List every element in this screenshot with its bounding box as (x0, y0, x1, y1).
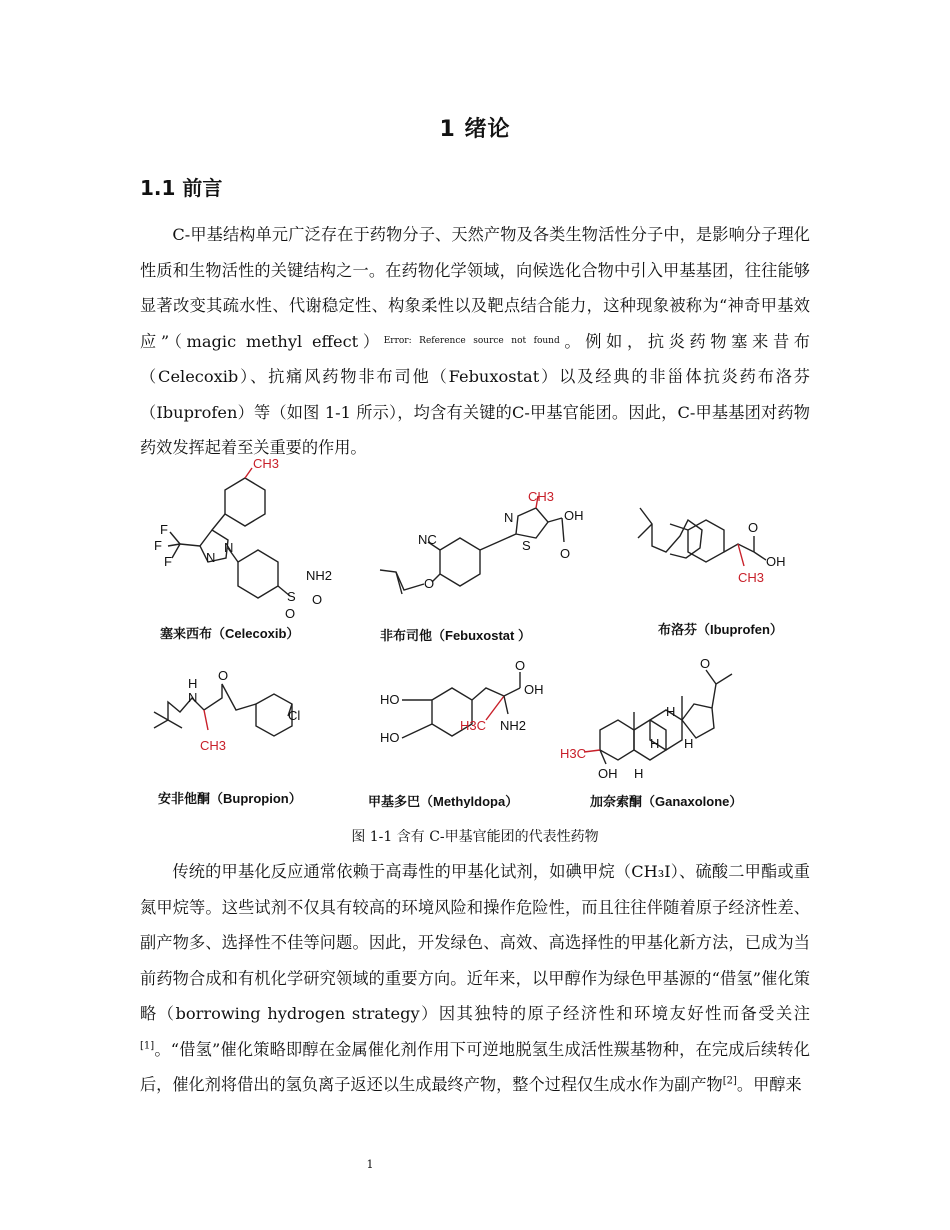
page-number: 1 (366, 1158, 374, 1171)
chlorine-atom: Cl (288, 708, 301, 723)
methyl-group: CH3 (528, 489, 555, 504)
hydrogen-atom: H (650, 736, 660, 751)
celecoxib-structure (154, 458, 332, 641)
oxygen-atom: O (748, 520, 759, 535)
fluorine-atom: F (160, 522, 168, 537)
amine-group: NH2 (306, 568, 333, 583)
nitrogen-atom: N (504, 510, 514, 525)
hydroxyl-group: OH (524, 682, 544, 697)
steroid-ring-d (682, 704, 714, 738)
amine-nitrogen: N (188, 690, 198, 705)
structures-svg (140, 458, 820, 808)
methylation-paragraph (140, 854, 810, 1103)
methyl-group: CH3 (253, 458, 280, 471)
paragraph-text: C-甲基结构单元广泛存在于药物分子、天然产物及各类生物活性分子中，是影响分子理化性质和生物活性的关键结构之一。在药物化学领域，向候选化合物中引入甲基基团，往往能够显著改变其疏水性、代谢稳定性、构象柔性以及靶点结合能力，这种现象被称为“神奇甲基效应”（magic methyl effect） (140, 225, 810, 351)
fluorine-atom: F (154, 538, 162, 553)
oxygen-atom: O (312, 592, 323, 607)
oxygen-atom: O (560, 546, 571, 561)
drug-label-methyldopa: 甲基多巴（Methyldopa） (368, 794, 519, 808)
ibuprofen-phenyl-ring (688, 520, 724, 562)
nitrogen-atom: N (224, 540, 234, 555)
paragraph-text: 。“借氢”催化策略即醇在金属催化剂作用下可逆地脱氢生成活性羰基物种，在完成后续转化后，催化剂将借出的氢负离子返还以生成最终产物，整个过程仅生成水作为副产物 (140, 1039, 810, 1094)
hydrogen-atom: H (666, 704, 676, 719)
hydroxyl-group: OH (598, 766, 618, 781)
methyl-group: H3C (460, 718, 487, 733)
celecoxib-tolyl-ring (225, 478, 265, 526)
drug-label-febuxostat: 非布司他（Febuxostat ） (380, 628, 531, 643)
benzonitrile-ring (440, 538, 480, 586)
methyldopa-structure (368, 658, 544, 808)
paragraph-text: 。例如，抗炎药物塞来昔布（Celecoxib）、抗痛风药物非布司他（Febuxostat）以及经典的非甾体抗炎药布洛芬（Ibuprofen）等（如图 1-1 所示），均含有关键的C-甲基官能团。因此，C-甲基基团对药物药效发挥起着至关重要的作用。 (140, 331, 810, 457)
sulfur-atom: S (287, 589, 296, 604)
sulfonamide-phenyl-ring (238, 550, 278, 598)
sulfur-atom: S (522, 538, 531, 553)
hydrogen-atom: H (188, 676, 198, 691)
thiazole-ring (516, 508, 548, 538)
amine-group: NH2 (500, 718, 527, 733)
hydroxyl-group: OH (564, 508, 584, 523)
section-title: 1.1 前言 (140, 176, 223, 200)
ganaxolone-structure (560, 656, 742, 808)
febuxostat-structure (380, 489, 584, 643)
oxygen-atom: O (515, 658, 526, 673)
ibuprofen-structure (638, 508, 786, 637)
drug-structures-figure (140, 458, 820, 808)
methyl-group: CH3 (200, 738, 227, 753)
intro-paragraph (140, 217, 810, 466)
bupropion-structure (154, 668, 302, 806)
drug-label-ganaxolone: 加奈索酮（Ganaxolone） (590, 794, 743, 808)
drug-label-celecoxib: 塞来西布（Celecoxib） (160, 626, 300, 641)
steroid-ring-a (600, 720, 634, 760)
figure-caption: 图 1-1 含有 C-甲基官能团的代表性药物 (351, 829, 599, 845)
oxygen-atom: O (424, 576, 435, 591)
paragraph-text: 传统的甲基化反应通常依赖于高毒性的甲基化试剂，如碘甲烷（CH₃I）、硫酸二甲酯或重氮甲烷等。这些试剂不仅具有较高的环境风险和操作危险性，而且往往伴随着原子经济性差、副产物多、选择性不佳等问题。因此，开发绿色、高效、高选择性的甲基化新方法，已成为当前药物合成和有机化学研究领域的重要方向。近年来，以甲醇作为绿色甲基源的“借氢”催化策略（borrowing hydrogen strategy）因其独特的原子经济性和环境友好性而备受关注 (140, 862, 810, 1023)
nitrogen-atom: N (206, 550, 216, 565)
hydroxyl-group: OH (766, 554, 786, 569)
hydroxyl-group: HO (380, 692, 400, 707)
oxygen-atom: O (285, 606, 296, 621)
oxygen-atom: O (700, 656, 711, 671)
drug-label-bupropion: 安非他酮（Bupropion） (158, 791, 302, 806)
methyl-group: H3C (560, 746, 587, 761)
oxygen-atom: O (218, 668, 229, 683)
hydrogen-atom: H (634, 766, 644, 781)
hydrogen-atom: H (684, 736, 694, 751)
nitrile-group: NC (418, 532, 437, 547)
broken-reference[interactable]: Error: Reference source not found (383, 335, 560, 346)
chapter-title: 1 绪论 (439, 117, 511, 142)
drug-label-ibuprofen: 布洛芬（Ibuprofen） (658, 622, 783, 637)
fluorine-atom: F (164, 554, 172, 569)
citation-ref[interactable]: [1] (140, 1040, 155, 1052)
hydroxyl-group: HO (380, 730, 400, 745)
citation-ref[interactable]: [2] (722, 1075, 737, 1087)
chlorophenyl-ring (256, 694, 292, 736)
methyl-group: CH3 (738, 570, 765, 585)
paragraph-text: 。甲醇来 (736, 1075, 802, 1094)
